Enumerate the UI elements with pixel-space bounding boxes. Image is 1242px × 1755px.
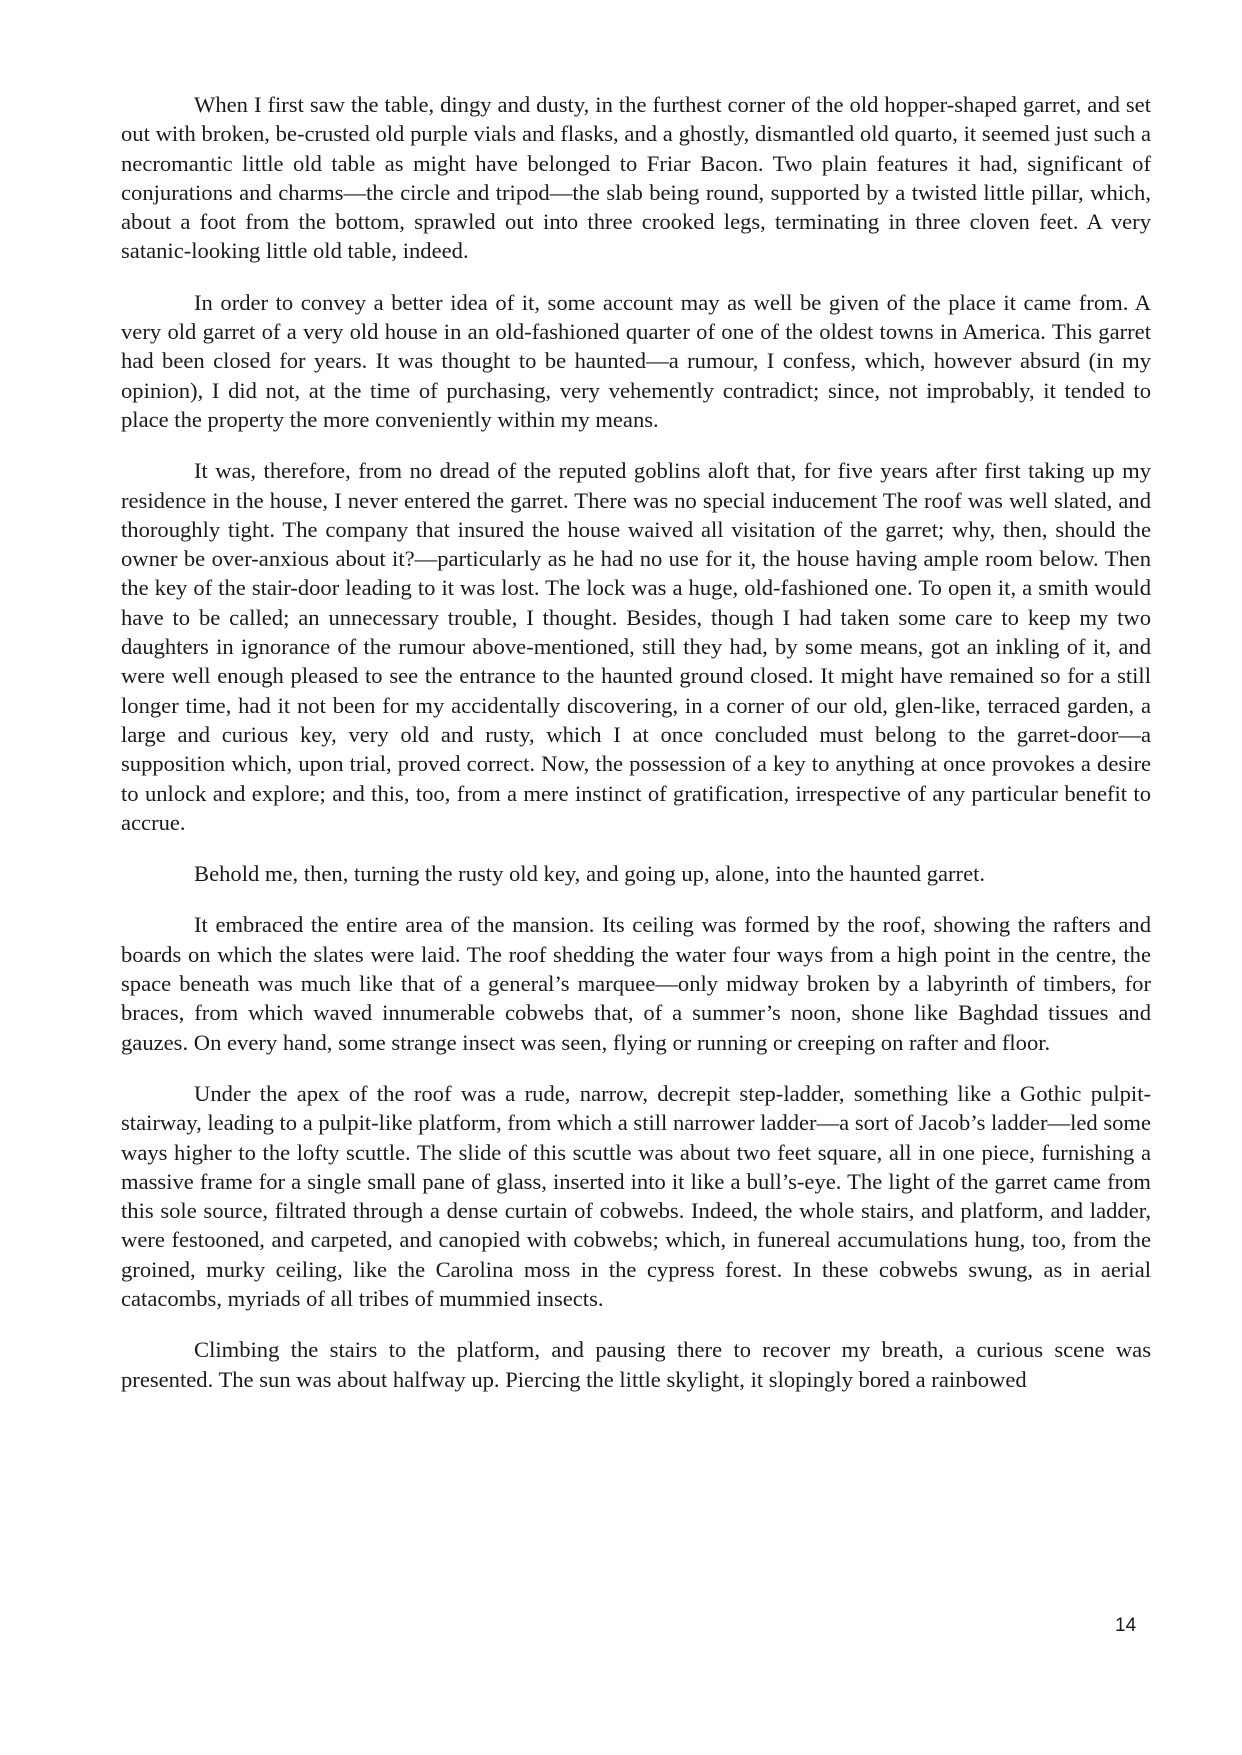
paragraph-5: It embraced the entire area of the mansion. Its ceiling was formed by the roof, showing the rafters and boards on which the slates were laid. The roof shedding the water four ways from a high point in the centre, the space beneath was much like that of a general’s marquee—only midway broken by a labyrinth of timbers, for braces, from which waved innumerable cobwebs that, of a summer’s noon, shone like Baghdad tissues and gauzes. On every hand, some strange insect was seen, flying or running or creeping on rafter and floor. [121,912,1151,1055]
paragraph-2: In order to convey a better idea of it, some account may as well be given of the place it came from. A very old garret of a very old house in an old-fashioned quarter of one of the oldest towns in America. This garret had been closed for years. It was thought to be haunted—a rumour, I confess, which, however absurd (in my opinion), I did not, at the time of purchasing, very vehemently contradict; since, not improbably, it tended to place the property the more conveniently within my means. [121,289,1151,432]
paragraph-3: It was, therefore, from no dread of the reputed goblins aloft that, for five years after first taking up my residence in the house, I never entered the garret. There was no special inducement The roof was well slated, and thoroughly tight. The company that insured the house waived all visitation of the garret; why, then, should the owner be over-anxious about it?—particularly as he had no use for it, the house having ample room below. Then the key of the stair-door leading to it was lost. The lock was a huge, old-fashioned one. To open it, a smith would have to be called; an unnecessary trouble, I thought. Besides, though I had taken some care to keep my two daughters in ignorance of the rumour above-mentioned, still they had, by some means, got an inkling of it, and were well enough pleased to see the entrance to the haunted ground closed. It might have remained so for a still longer time, had it not been for my accidentally discovering, in a corner of our old, glen-like, terraced garden, a large and curious key, very old and rusty, which I at once concluded must belong to the garret-door—a supposition which, upon trial, proved correct. Now, the possession of a key to anything at once provokes a desire to unlock and explore; and this, too, from a mere instinct of gratification, irrespective of any particular benefit to accrue. [121,458,1151,835]
body-text [121,90,1151,1416]
paragraph-6: Under the apex of the roof was a rude, narrow, decrepit step-ladder, something like a Gothic pulpit-stairway, leading to a pulpit-like platform, from which a still narrower ladder—a sort of Jacob’s ladder—led some ways higher to the lofty scuttle. The slide of this scuttle was about two feet square, all in one piece, furnishing a massive frame for a single small pane of glass, inserted into it like a bull’s-eye. The light of the garret came from this sole source, filtrated through a dense curtain of cobwebs. Indeed, the whole stairs, and platform, and ladder, were festooned, and carpeted, and canopied with cobwebs; which, in funereal accumulations hung, too, from the groined, murky ceiling, like the Carolina moss in the cypress forest. In these cobwebs swung, as in aerial catacombs, myriads of all tribes of mummied insects. [121,1080,1152,1311]
paragraph-1: When I first saw the table, dingy and dusty, in the furthest corner of the old hopper-shaped garret, and set out with broken, be-crusted old purple vials and flasks, and a ghostly, dismantled old quarto, it seemed just such a necromantic little old table as might have belonged to Friar Bacon. Two plain features it had, significant of conjurations and charms—the circle and tripod—the slab being round, supported by a twisted little pillar, which, about a foot from the bottom, sprawled out into three crooked legs, terminating in three cloven feet. A very satanic-looking little old table, indeed. [121,92,1151,264]
page-number: 14 [1115,1615,1137,1636]
paragraph-4: Behold me, then, turning the rusty old key, and going up, alone, into the haunted garret. [194,861,986,887]
paragraph-7: Climbing the stairs to the platform, and pausing there to recover my breath, a curious scene was presented. The sun was about halfway up. Piercing the little skylight, it slopingly bored a rainbowed [121,1337,1151,1392]
